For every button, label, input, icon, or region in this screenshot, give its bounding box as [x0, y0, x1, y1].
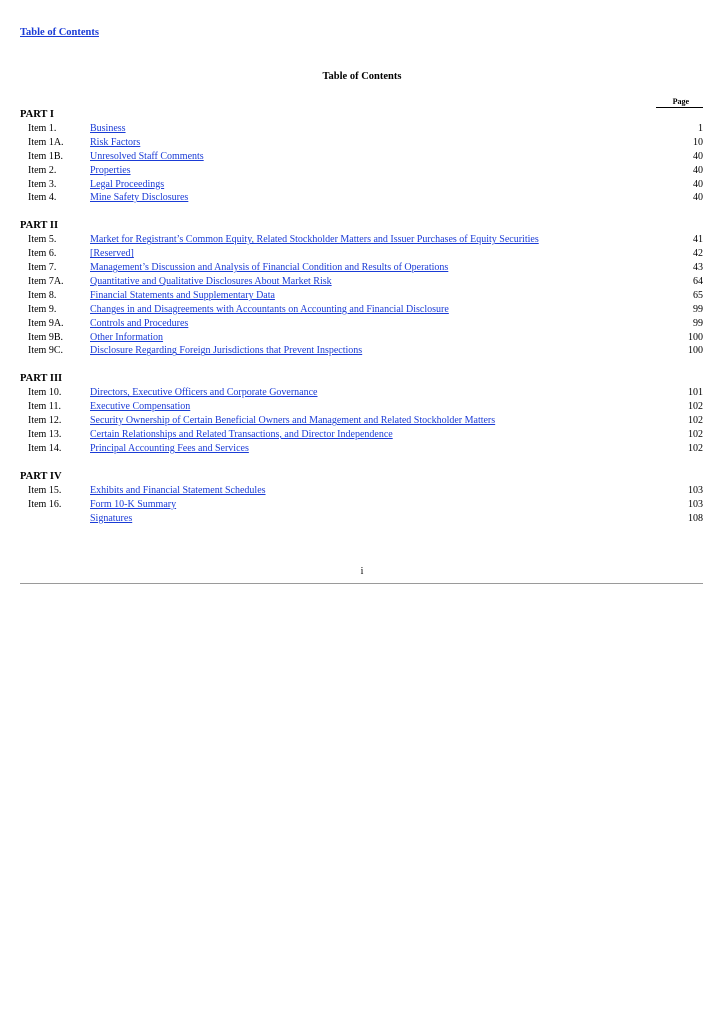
page-number: 40: [693, 192, 703, 204]
page-number: 101: [688, 387, 703, 399]
page-number: 99: [693, 317, 703, 329]
toc-link-controls-procedures[interactable]: Controls and Procedures: [90, 317, 189, 329]
toc-row: [20, 122, 703, 136]
toc-link-foreign-jurisdictions[interactable]: Disclosure Regarding Foreign Jurisdictions that Prevent Inspections: [90, 345, 363, 357]
toc-link-exhibits-schedules[interactable]: Exhibits and Financial Statement Schedules: [90, 484, 266, 496]
toc-link-executive-compensation[interactable]: Executive Compensation: [90, 401, 191, 413]
toc-row: [20, 317, 703, 331]
toc-link-certain-relationships[interactable]: Certain Relationships and Related Transactions, and Director Independence: [90, 429, 393, 441]
toc-link-market-for-common-equity[interactable]: Market for Registrant’s Common Equity, Related Stockholder Matters and Issuer Purchases of Equity Securities: [90, 234, 539, 246]
page-number: 1: [698, 123, 703, 134]
item-number: Item 5.: [28, 234, 57, 246]
item-number: Item 2.: [28, 164, 57, 176]
toc-row: [20, 484, 703, 498]
page-number: 108: [688, 512, 703, 524]
toc-link-mine-safety-disclosures[interactable]: Mine Safety Disclosures: [90, 192, 189, 204]
item-number: Item 13.: [28, 429, 62, 441]
part-spacer: [20, 205, 703, 219]
toc-link-mdna[interactable]: Management’s Discussion and Analysis of Financial Condition and Results of Operations: [90, 262, 449, 274]
toc-link-financial-statements[interactable]: Financial Statements and Supplementary Data: [90, 289, 275, 301]
page-number: 102: [688, 401, 703, 413]
item-number: Item 12.: [28, 415, 62, 427]
toc-link-other-information[interactable]: Other Information: [90, 331, 164, 343]
toc-row: [20, 247, 703, 261]
item-number: Item 7.: [28, 262, 57, 274]
toc-row: [20, 512, 703, 526]
toc-link-business[interactable]: Business: [90, 123, 126, 134]
toc-row: [20, 303, 703, 317]
toc-row: [20, 275, 703, 289]
toc-row: [20, 178, 703, 192]
item-number: Item 4.: [28, 192, 57, 204]
item-number: Item 9A.: [28, 317, 64, 329]
page-number: 102: [688, 442, 703, 454]
table-of-contents-link[interactable]: Table of Contents: [20, 27, 99, 38]
toc-row: [20, 136, 703, 150]
page-number: 65: [693, 289, 703, 301]
toc-link-legal-proceedings[interactable]: Legal Proceedings: [90, 178, 165, 190]
page-number: 64: [693, 276, 703, 288]
item-number: Item 10.: [28, 387, 62, 399]
toc-row: [20, 233, 703, 247]
toc-row: [20, 164, 703, 178]
toc-link-accounting-fees[interactable]: Principal Accounting Fees and Services: [90, 442, 249, 454]
toc-link-reserved[interactable]: [Reserved]: [90, 248, 134, 260]
toc-row: [20, 498, 703, 512]
page-title: Table of Contents: [322, 71, 402, 82]
toc-link-changes-disagreements[interactable]: Changes in and Disagreements with Accountants on Accounting and Financial Disclosure: [90, 303, 449, 315]
page-number: 43: [693, 262, 703, 274]
item-number: Item 1.: [28, 123, 57, 134]
toc-link-form-10k-summary[interactable]: Form 10-K Summary: [90, 498, 177, 510]
item-number: Item 14.: [28, 442, 62, 454]
item-number: Item 9C.: [28, 345, 63, 357]
toc-row: [20, 191, 703, 205]
item-number: Item 16.: [28, 498, 62, 510]
page-number: 102: [688, 415, 703, 427]
item-number: Item 1A.: [28, 136, 64, 148]
toc-row: [20, 442, 703, 456]
toc-link-directors-officers[interactable]: Directors, Executive Officers and Corporate Governance: [90, 387, 318, 399]
toc-row: [20, 414, 703, 428]
page-number: 100: [688, 331, 703, 343]
page-footer-number: i: [360, 566, 364, 577]
toc-link-market-risk[interactable]: Quantitative and Qualitative Disclosures About Market Risk: [90, 276, 332, 288]
part-heading: PART I: [20, 109, 54, 120]
toc-row: [20, 428, 703, 442]
item-number: Item 6.: [28, 248, 57, 260]
page-number: 42: [693, 248, 703, 260]
toc-row: [20, 261, 703, 275]
toc-link-risk-factors[interactable]: Risk Factors: [90, 136, 141, 148]
toc-row: [20, 400, 703, 414]
item-number: Item 11.: [28, 401, 61, 413]
toc-row: [20, 289, 703, 303]
part-heading: PART IV: [20, 470, 62, 482]
toc-row: [20, 150, 703, 164]
item-number: Item 8.: [28, 289, 57, 301]
toc-link-properties[interactable]: Properties: [90, 164, 131, 176]
toc-row: [20, 331, 703, 345]
item-number: Item 15.: [28, 484, 62, 496]
page-number: 40: [693, 164, 703, 176]
page-divider: [20, 583, 703, 584]
item-number: Item 3.: [28, 178, 57, 190]
part-heading: PART III: [20, 373, 63, 385]
toc-link-unresolved-staff-comments[interactable]: Unresolved Staff Comments: [90, 150, 204, 162]
page-column-header: Page: [656, 97, 703, 108]
item-number: Item 9B.: [28, 331, 63, 343]
part-spacer: [20, 456, 703, 470]
part-spacer: [20, 358, 703, 372]
toc-row: [20, 344, 703, 358]
toc-link-signatures[interactable]: Signatures: [90, 512, 133, 524]
page-number: 102: [688, 429, 703, 441]
item-number: Item 1B.: [28, 150, 63, 162]
part-heading: PART II: [20, 220, 59, 232]
page-number: 103: [688, 484, 703, 496]
item-number: Item 7A.: [28, 276, 64, 288]
item-number: [20, 512, 90, 526]
page-number: 103: [688, 498, 703, 510]
page-number: 40: [693, 150, 703, 162]
page-number: 10: [693, 136, 703, 148]
page-number: 99: [693, 303, 703, 315]
page-number: 100: [688, 345, 703, 357]
page-number: 40: [693, 178, 703, 190]
toc-link-security-ownership[interactable]: Security Ownership of Certain Beneficial Owners and Management and Related Stockholder Matters: [90, 415, 496, 427]
page-number: 41: [693, 234, 703, 246]
toc-row: [20, 386, 703, 400]
table-of-contents: [20, 108, 703, 525]
item-number: Item 9.: [28, 303, 57, 315]
